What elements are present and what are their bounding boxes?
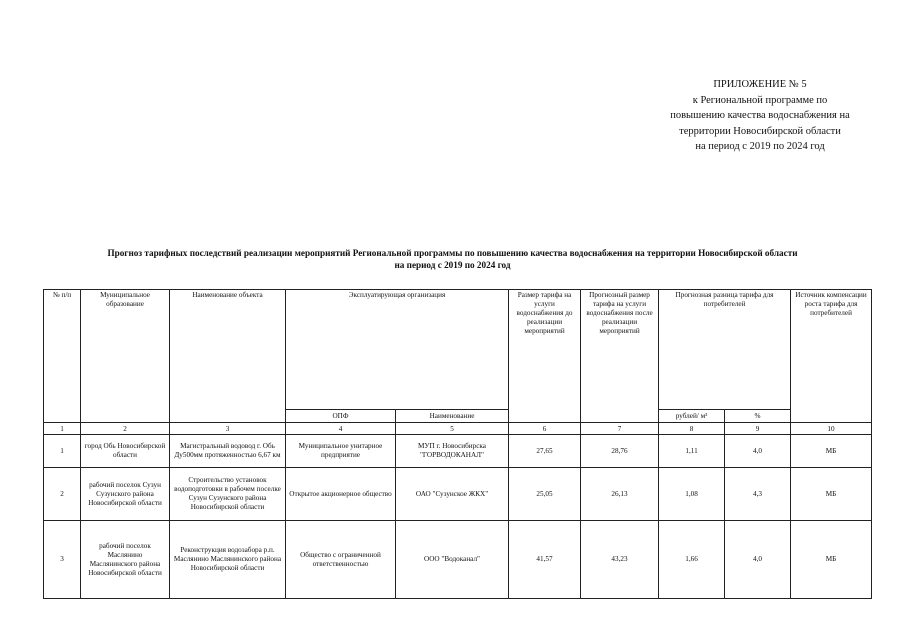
cell-source: МБ xyxy=(791,468,872,521)
cell-tariff-before: 27,65 xyxy=(509,435,581,468)
appendix-block xyxy=(640,77,880,155)
cell-tariff-before: 41,57 xyxy=(509,521,581,599)
appendix-line: ПРИЛОЖЕНИЕ № 5 xyxy=(713,79,807,90)
cell-diff-pct: 4,0 xyxy=(725,435,791,468)
table-row xyxy=(44,435,872,468)
cell-num: 2 xyxy=(44,468,81,521)
header-source: Источник компенсации роста тарифа для потребителей xyxy=(791,290,872,423)
table-header-row xyxy=(44,290,872,410)
cell-opf: Общество с ограниченной ответственностью xyxy=(286,521,396,599)
column-number: 8 xyxy=(659,423,725,435)
cell-diff-rub: 1,11 xyxy=(659,435,725,468)
table-row xyxy=(44,521,872,599)
cell-num: 3 xyxy=(44,521,81,599)
cell-tariff-after: 28,76 xyxy=(581,435,659,468)
cell-tariff-after: 26,13 xyxy=(581,468,659,521)
cell-diff-rub: 1,08 xyxy=(659,468,725,521)
column-number: 9 xyxy=(725,423,791,435)
appendix-line: на период с 2019 по 2024 год xyxy=(695,141,825,152)
cell-municipality: рабочий поселок Сузун Сузунского района Новосибирской области xyxy=(81,468,170,521)
column-number-row xyxy=(44,423,872,435)
header-name: Наименование xyxy=(396,410,509,423)
appendix-line: к Региональной программе по xyxy=(692,94,828,106)
cell-municipality: город Обь Новосибирской области xyxy=(81,435,170,468)
cell-tariff-before: 25,05 xyxy=(509,468,581,521)
cell-source: МБ xyxy=(791,435,872,468)
header-object: Наименование объекта xyxy=(170,290,286,423)
document-title-line-2: на период с 2019 по 2024 год xyxy=(394,260,511,270)
tariff-table xyxy=(43,289,872,599)
column-number: 10 xyxy=(791,423,872,435)
cell-name: МУП г. Новосибирска "ГОРВОДОКАНАЛ" xyxy=(396,435,509,468)
cell-source: МБ xyxy=(791,521,872,599)
column-number: 5 xyxy=(396,423,509,435)
cell-opf: Открытое акционерное общество xyxy=(286,468,396,521)
appendix-line: территории Новосибирской области xyxy=(679,125,841,137)
document-title xyxy=(40,247,865,271)
table-row xyxy=(44,468,872,521)
cell-name: ОАО "Сузунское ЖКХ" xyxy=(396,468,509,521)
cell-object: Магистральный водовод г. Обь Ду500мм протяженностью 6,67 км xyxy=(170,435,286,468)
header-operator: Эксплуатирующая организация xyxy=(286,290,509,410)
cell-name: ООО "Водоканал" xyxy=(396,521,509,599)
cell-municipality: рабочий поселок Маслянино Маслянинского района Новосибирской области xyxy=(81,521,170,599)
column-number: 2 xyxy=(81,423,170,435)
column-number: 6 xyxy=(509,423,581,435)
document-title-line-1: Прогноз тарифных последствий реализации мероприятий Региональной программы по повышению качества водоснабжения на территории Новосибирской области xyxy=(107,248,798,258)
appendix-line: повышению качества водоснабжения на xyxy=(670,110,850,121)
column-number: 4 xyxy=(286,423,396,435)
header-pct: % xyxy=(725,410,791,423)
cell-tariff-after: 43,23 xyxy=(581,521,659,599)
column-number: 3 xyxy=(170,423,286,435)
cell-object: Строительство установок водоподготовки в рабочем поселке Сузун Сузунского района Новосибирской области xyxy=(170,468,286,521)
header-tariff-size: Размер тарифа на услуги водоснабжения до реализации мероприятий xyxy=(509,290,581,423)
header-num: № п/п xyxy=(44,290,81,423)
column-number: 1 xyxy=(44,423,81,435)
header-municipality: Муниципальное образование xyxy=(81,290,170,423)
cell-opf: Муниципальное унитарное предприятие xyxy=(286,435,396,468)
cell-diff-rub: 1,66 xyxy=(659,521,725,599)
cell-num: 1 xyxy=(44,435,81,468)
header-tariff-forecast: Прогнозный размер тарифа на услуги водоснабжения после реализации мероприятий xyxy=(581,290,659,423)
header-rub: рублей/ м³ xyxy=(659,410,725,423)
column-number: 7 xyxy=(581,423,659,435)
cell-object: Реконструкция водозабора р.п. Маслянино Маслянинского района Новосибирской области xyxy=(170,521,286,599)
header-opf: ОПФ xyxy=(286,410,396,423)
cell-diff-pct: 4,0 xyxy=(725,521,791,599)
cell-diff-pct: 4,3 xyxy=(725,468,791,521)
header-tariff-diff: Прогнозная разница тарифа для потребителей xyxy=(659,290,791,410)
